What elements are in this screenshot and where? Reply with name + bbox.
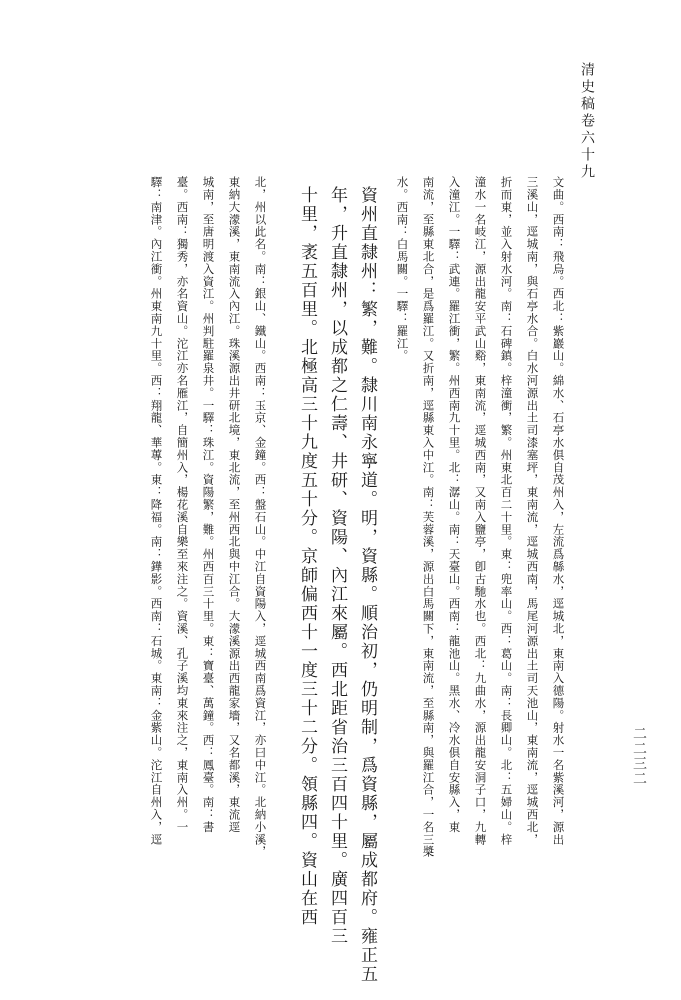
text-column-6: 南流，至縣東北合，是爲羅江。又折南，逕縣東入中江。南：芙蓉溪，源出白馬關下，東南流，至縣南，與羅江合，一名三槳 [421,176,436,858]
text-column-10: 十里，袤五百里。北極高三十九度五十分。京師偏西十一度三十二分。領縣四。資山在西 [297,186,317,927]
text-column-13: 城南，至唐明渡入資江。州判駐羅泉井。一驛：珠江。資陽繁，難。州西百三十里。東：寶臺、萬鐘。西：鳳臺。南：書 [201,176,216,834]
running-title: 清史稿卷六十九 [579,62,595,181]
text-column-4: 潼水一名岐江，源出龍安平武山谿，東南流，逕城西南，又南入鹽亭，卽古馳水也。西北：九曲水，源出龍安洞子口，九轉 [473,176,488,846]
text-column-15: 驛：南津。內江衝。州東南九十里。西：翔龍、華蓴。東：降福。南：鏵影。西南：石城。東南：金紫山。沱江自州入，逕 [149,176,164,846]
text-column-2: 三溪山，逕城南，與石亭水合。白水河源出土司漆塞坪，東南流，逕城西南，馬尾河源出土司天池山，東南流，逕城西北， [525,176,540,846]
text-column-8: 資州直隸州：繁，難。隸川南永寧道。明，資縣。順治初，仍明制，爲資縣，屬成都府。雍正五 [357,186,377,984]
text-column-1: 文曲。西南：飛烏。西北：紫巖山。綿水、石亭水俱自茂州入，左流爲緜水，逕城北，東南入德陽。射水一名紫溪河，源出 [551,176,566,846]
text-column-12: 東納大濛溪，東南流入內江。珠溪源出井研北境，東北流，至州西北與中江合。大濛溪源出西龍家墻，又名都溪，東流逕 [227,176,242,834]
text-column-9: 年，升直隸州，以成都之仁壽、井研、資陽、內江來屬。西北距省治三百四十里。廣四百三 [327,186,347,946]
text-column-11: 北，州以此名。南：銀山、鐵山。西南：玉京、金鐘。西：盤石山。中江自資陽入，逕城西南爲資江，亦曰中江。北納小溪， [253,176,268,858]
text-column-5: 入潼江。一驛：武連。羅江衝，繁。州西南九十里。北：潺山。南：天臺山。西南：龍池山。黑水、冷水俱自安縣入，東 [447,176,462,834]
page-number: 二二三二 [631,726,647,786]
text-column-14: 臺。西南：獨秀，亦名資山。沱江亦名雁江，自簡州入，楊花溪自樂至來注之。資溪、孔子溪均東來注之，東南入州。一 [175,176,190,834]
text-column-3: 折而東，並入射水河。南：石碑鎮。梓潼衝，繁。州東北百二十里。東：兜率山。西：葛山。南：長卿山。北：五婦山。梓 [499,176,514,846]
text-column-7: 水。西南：白馬關。一驛：羅江。 [395,176,410,362]
